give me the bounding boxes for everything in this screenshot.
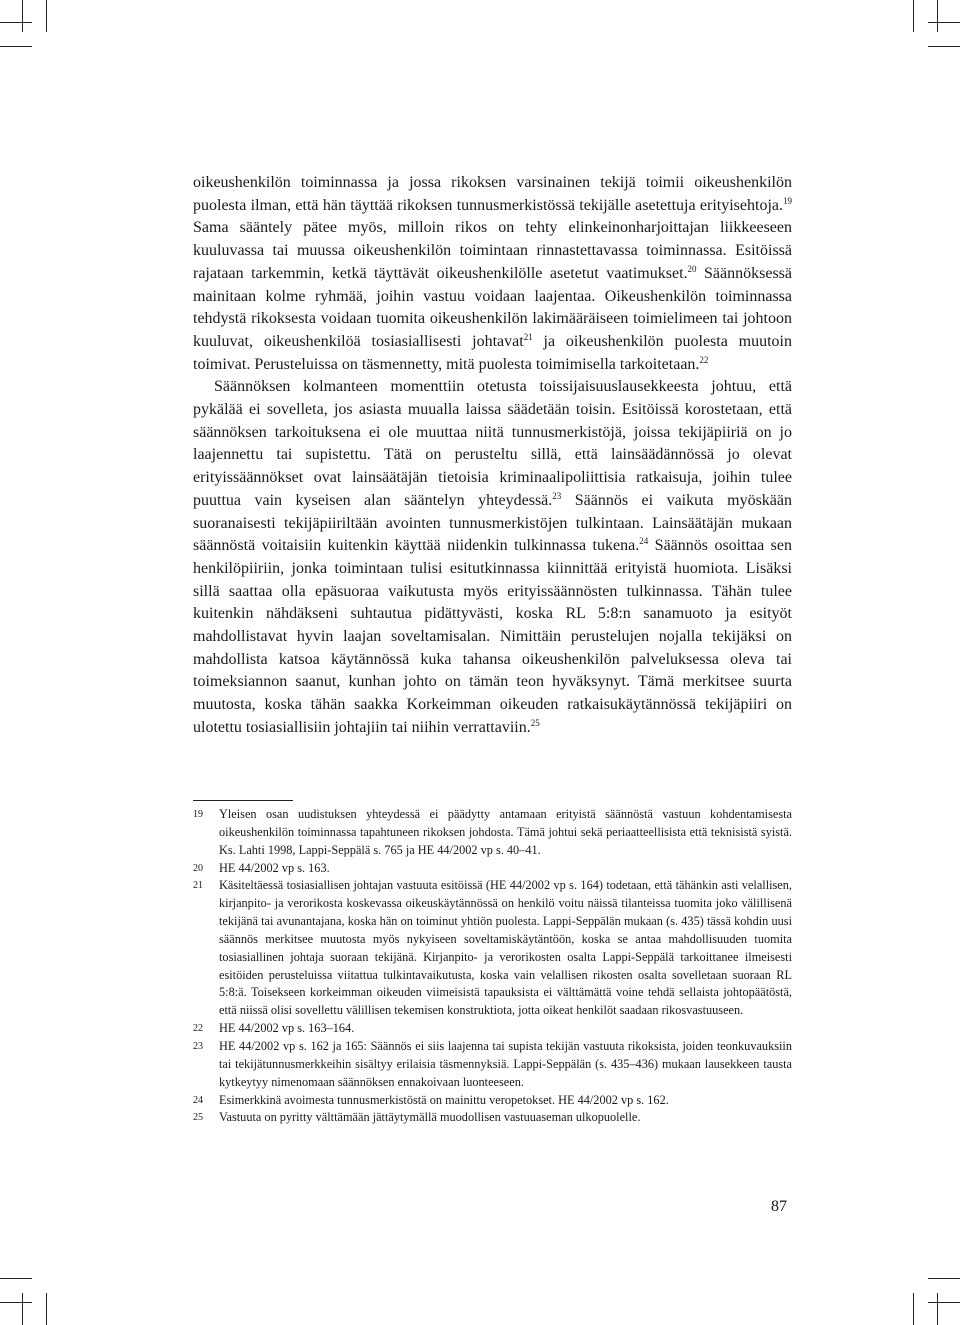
footnote-number: 20	[193, 862, 203, 874]
footnote-reference[interactable]: 25	[530, 717, 540, 728]
footnote-text: HE 44/2002 vp s. 162 ja 165: Säännös ei siis laajenna tai supista tekijän vastuuta rikoksista, joiden teonkuvauksiin tai tekijätunnusmerkkeihin sisältyy erilaisia täsmennyksiä. Lappi-Seppälän (s. 435–436) mukaan lausekkeen tausta kytkeytyy nimenomaan säännöksen ennakoivaan luonteeseen.	[219, 1038, 792, 1089]
footnote-item	[193, 1092, 792, 1110]
footnote-reference[interactable]: 19	[783, 195, 792, 206]
footnote-text: Yleisen osan uudistuksen yhteydessä ei päädytty antamaan erityistä säännöstä vastuun kohdentamisesta oikeushenkilön toiminnassa tapahtuneen rikoksen johdosta. Tämä johtui sekä periaatteellisista että teknisistä syistä. Ks. Lahti 1998, Lappi-Seppälä s. 765 ja HE 44/2002 vp s. 40–41.	[219, 807, 792, 857]
body-text-segment: Säännöksessä mainitaan kolme ryhmää, joihin vastuu voidaan laajentaa. Oikeushenkilön toiminnassa tehdystä rikoksesta voidaan tuomita oikeushenkilön lakimääräiseen toimielimeen tai johtoon kuuluvat, oikeushenkilöä tosiasiallisesti johtavat	[193, 264, 793, 350]
crop-mark-top-right-horizontal	[928, 22, 960, 23]
crop-mark-bottom-left-horizontal	[0, 1302, 32, 1303]
footnote-item	[193, 877, 792, 1020]
crop-mark-bottom-left-horizontal-2	[0, 1278, 32, 1279]
footnote-item	[193, 1038, 792, 1092]
footnote-number: 19	[193, 809, 203, 820]
footnote-text: HE 44/2002 vp s. 163.	[219, 860, 330, 875]
crop-mark-bottom-left-vertical	[22, 1293, 23, 1325]
footnote-reference[interactable]: 20	[687, 263, 697, 274]
footnote-item	[193, 1020, 792, 1038]
footnotes	[193, 806, 792, 1127]
footnote-reference[interactable]: 23	[552, 490, 562, 501]
crop-mark-top-left-vertical	[22, 0, 23, 32]
body-text-segment: Säännöksen kolmanteen momenttiin otetusta toissijaisuuslausekkeesta johtuu, että pykälää ei sovelleta, jos asiasta muualla laissa säädetään toisin. Esitöissä korostetaan, että säännöksen tarkoituksena ei ole muuttaa niitä tunnusmerkistöjä, joissa tekijäpiiriä on jo laajennettu tai supistettu. Tätä on perusteltu sillä, että lainsäädännössä jo olevat erityissäännökset ovat lainsäätäjän tietoisia kriminaalipoliittisia ratkaisuja, joihin tulee puuttua vain kyseisen alan sääntelyn yhteydessä.	[193, 378, 792, 509]
footnote-separator	[193, 800, 293, 801]
crop-mark-top-left-vertical-2	[46, 0, 47, 32]
body-paragraph	[193, 376, 792, 739]
crop-mark-top-right-vertical	[913, 0, 914, 32]
footnote-reference[interactable]: 24	[639, 536, 649, 547]
page-number: 87	[771, 1198, 787, 1215]
crop-mark-bottom-right-horizontal-2	[928, 1278, 960, 1279]
footnote-number: 23	[193, 1040, 203, 1052]
footnote-text: Esimerkkinä avoimesta tunnusmerkistöstä on mainittu veropetokset. HE 44/2002 vp s. 162.	[219, 1092, 669, 1107]
footnote-item	[193, 806, 792, 860]
body-text-segment: Säännös osoittaa sen henkilöpiiriin, jonka toimintaan tulisi esitutkinnassa kiinnittää erityistä huomiota. Lisäksi sillä saattaa olla epäsuoraa vaikutusta myös erityissäännösten tulkinnassa. Tähän tulee kuitenkin nähdäkseni suhtautua pidättyvästi, koska RL 5:8:n sanamuoto ja esityöt mahdollistavat hyvin laajan soveltamisalan. Nimittäin perustelujen nojalla tekijäksi on mahdollista katsoa käytännössä kuka tahansa oikeushenkilön palveluksessa oleva tai toimeksiannon saanut, kunhan johto on tämän teon hyväksynyt. Tämä merkitsee suurta muutosta, koska tähän saakka Korkeimman oikeuden ratkaisukäytännössä tekijäpiiri on ulotettu tosiasiallisiin johtajiin tai niihin verrattaviin.	[193, 537, 793, 736]
footnote-reference[interactable]: 21	[523, 331, 533, 342]
body-text-segment: oikeushenkilön toiminnassa ja jossa rikoksen varsinainen tekijä toimii oikeushenkilön puolesta ilman, että hän täyttää rikoksen tunnusmerkistössä tekijälle asetettuja erityisehtoja.	[193, 174, 792, 214]
body-text	[193, 172, 792, 740]
crop-mark-bottom-left-vertical-2	[46, 1293, 47, 1325]
crop-mark-bottom-right-vertical-2	[937, 1293, 938, 1325]
footnote-text: Vastuuta on pyritty välttämään jättäytymällä muodollisen vastuuaseman ulkopuolelle.	[219, 1110, 641, 1125]
footnote-number: 21	[193, 880, 203, 892]
crop-mark-bottom-right-vertical	[913, 1293, 914, 1325]
crop-mark-top-left-horizontal-2	[0, 46, 32, 47]
body-text-segment: ja oikeushenkilön puolesta muutoin toimivat. Perusteluissa on täsmennetty, mitä puolesta toimimisella tarkoitetaan.	[193, 332, 793, 373]
body-text-segment: Sama sääntely pätee myös, milloin rikos on tehty elinkeinonharjoittajan liikkeeseen kuuluvassa tai muussa oikeushenkilön toimintaan rinnastettavassa toiminnassa. Esitöissä rajataan tarkemmin, ketkä täyttävät oikeushenkilölle asetetut vaatimukset.	[193, 219, 792, 282]
footnote-item	[193, 860, 792, 878]
footnote-text: HE 44/2002 vp s. 163–164.	[219, 1021, 355, 1036]
footnote-number: 24	[193, 1094, 203, 1106]
body-text-segment: Säännös ei vaikuta myöskään suoranaisesti tekijäpiiriltään avointen tunnusmerkistöjen tulkintaan. Lainsäätäjän mukaan säännöstä voitaisiin kuitenkin käyttää niidenkin tulkinnassa tukena.	[193, 491, 793, 555]
footnote-reference[interactable]: 22	[699, 354, 709, 365]
crop-mark-top-right-vertical-2	[937, 0, 938, 32]
crop-mark-top-left-horizontal	[0, 22, 32, 23]
body-paragraph	[193, 172, 792, 376]
footnote-number: 25	[193, 1112, 203, 1124]
footnote-item	[193, 1109, 792, 1127]
crop-mark-top-right-horizontal-2	[928, 46, 960, 47]
footnote-number: 22	[193, 1023, 203, 1035]
footnote-text: Käsiteltäessä tosiasiallisen johtajan vastuuta esitöissä (HE 44/2002 vp s. 164) todetaan, että tähänkin asti velallisen, kirjanpito- ja verorikosta koskevassa oikeuskäytännössä on henkilö voitu näissä tilanteissa tuomita joko välillisenä tekijänä tai avunantajana, koska hän on toiminut yhtiön puolesta. Lappi-Seppälän mukaan (s. 435) tässä kohdin uusi säännös merkitsee muutosta myös nykyiseen soveltamiskäytäntöön, koska se antaa mahdollisuuden tuomita tosiasiallinen johtaja suoraan tekijänä. Kirjanpito- ja verorikosten osalta Lappi-Seppälä tarkoittanee ilmeisesti esitöiden perusteluissa viitattua tulkintavaikutusta, koska vain velallisen rikosten osalta sovelletaan suoraan RL 5:8:ä. Toisekseen korkeimman oikeuden viimeisistä tapauksista ei välttämättä voine tehdä sellaista johtopäätöstä, että niissä olisi sovellettu välillisen tekemisen konstruktiota, jotta oikeat henkilöt saadaan rikosvastuuseen.	[219, 878, 792, 1018]
crop-mark-bottom-right-horizontal	[928, 1302, 960, 1303]
